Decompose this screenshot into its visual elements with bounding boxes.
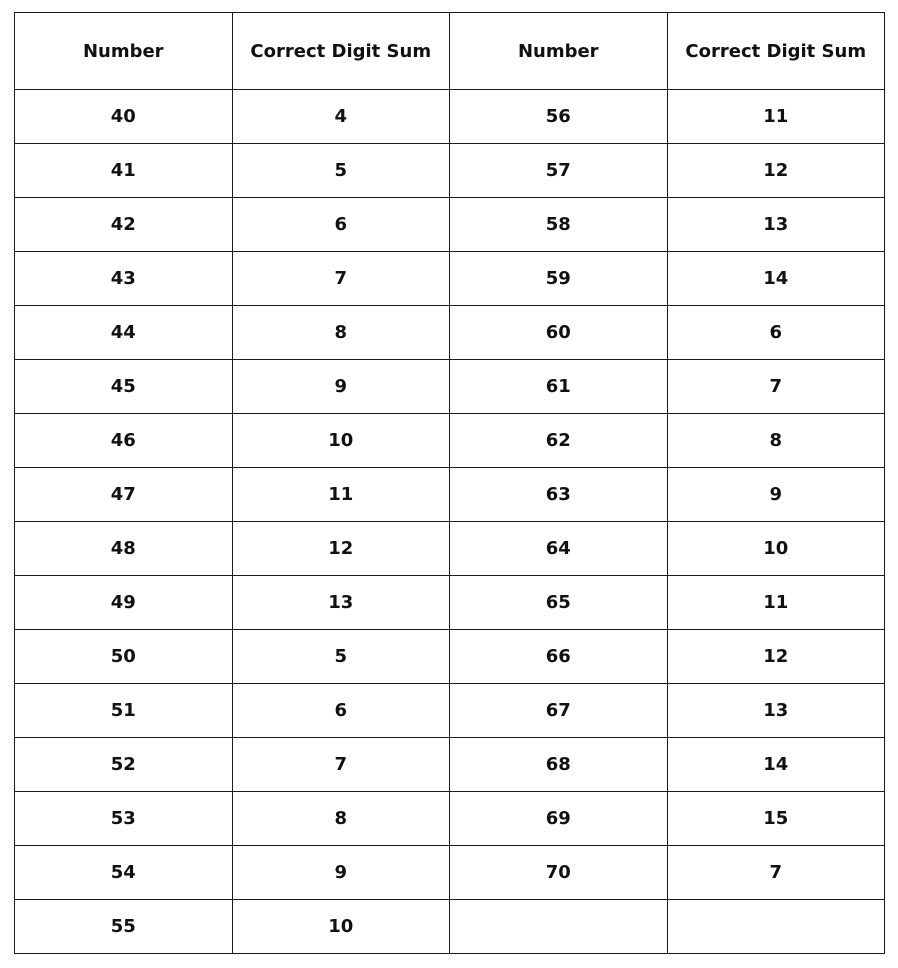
cell-number-right: 69 bbox=[450, 792, 668, 846]
cell-number-left: 51 bbox=[15, 684, 233, 738]
cell-digit-sum-right: 12 bbox=[667, 630, 885, 684]
cell-number-left: 48 bbox=[15, 522, 233, 576]
cell-number-right: 56 bbox=[450, 90, 668, 144]
table-row bbox=[15, 414, 885, 468]
cell-number-left: 45 bbox=[15, 360, 233, 414]
table-row bbox=[15, 576, 885, 630]
cell-digit-sum-right: 11 bbox=[667, 90, 885, 144]
table-row bbox=[15, 360, 885, 414]
cell-number-right: 68 bbox=[450, 738, 668, 792]
cell-number-left: 43 bbox=[15, 252, 233, 306]
cell-number-right: 70 bbox=[450, 846, 668, 900]
header-number-right: Number bbox=[450, 13, 668, 90]
cell-digit-sum-left: 6 bbox=[232, 684, 450, 738]
cell-number-right: 64 bbox=[450, 522, 668, 576]
cell-digit-sum-right: 7 bbox=[667, 846, 885, 900]
table-row bbox=[15, 90, 885, 144]
cell-digit-sum-left: 7 bbox=[232, 738, 450, 792]
cell-number-left: 52 bbox=[15, 738, 233, 792]
cell-digit-sum-left: 10 bbox=[232, 414, 450, 468]
header-number-left: Number bbox=[15, 13, 233, 90]
cell-number-left: 50 bbox=[15, 630, 233, 684]
table-header-row bbox=[15, 13, 885, 90]
cell-digit-sum-right: 9 bbox=[667, 468, 885, 522]
table-row bbox=[15, 846, 885, 900]
table-row bbox=[15, 198, 885, 252]
table-row bbox=[15, 684, 885, 738]
cell-number-left: 55 bbox=[15, 900, 233, 954]
cell-number-left: 44 bbox=[15, 306, 233, 360]
cell-number-right: 59 bbox=[450, 252, 668, 306]
table-row bbox=[15, 306, 885, 360]
cell-number-right: 58 bbox=[450, 198, 668, 252]
cell-digit-sum-left: 11 bbox=[232, 468, 450, 522]
cell-digit-sum-right: 14 bbox=[667, 738, 885, 792]
cell-digit-sum-right: 13 bbox=[667, 198, 885, 252]
table-body bbox=[15, 90, 885, 954]
cell-number-right: 65 bbox=[450, 576, 668, 630]
cell-number-left: 42 bbox=[15, 198, 233, 252]
cell-digit-sum-left: 13 bbox=[232, 576, 450, 630]
cell-digit-sum-left: 6 bbox=[232, 198, 450, 252]
header-digit-sum-left: Correct Digit Sum bbox=[232, 13, 450, 90]
cell-digit-sum-right: 8 bbox=[667, 414, 885, 468]
cell-number-left: 54 bbox=[15, 846, 233, 900]
cell-number-right: 66 bbox=[450, 630, 668, 684]
cell-digit-sum-left: 8 bbox=[232, 306, 450, 360]
cell-digit-sum-left: 8 bbox=[232, 792, 450, 846]
cell-number-left: 41 bbox=[15, 144, 233, 198]
cell-digit-sum-left: 5 bbox=[232, 144, 450, 198]
cell-digit-sum-right: 12 bbox=[667, 144, 885, 198]
table-row bbox=[15, 900, 885, 954]
cell-number-left: 47 bbox=[15, 468, 233, 522]
cell-number-right bbox=[450, 900, 668, 954]
cell-digit-sum-right: 13 bbox=[667, 684, 885, 738]
cell-digit-sum-left: 7 bbox=[232, 252, 450, 306]
cell-digit-sum-left: 9 bbox=[232, 846, 450, 900]
table-row bbox=[15, 738, 885, 792]
table-row bbox=[15, 468, 885, 522]
digit-sum-table bbox=[14, 12, 885, 954]
cell-digit-sum-right: 6 bbox=[667, 306, 885, 360]
cell-number-right: 62 bbox=[450, 414, 668, 468]
cell-digit-sum-left: 10 bbox=[232, 900, 450, 954]
table-row bbox=[15, 522, 885, 576]
cell-digit-sum-right bbox=[667, 900, 885, 954]
cell-digit-sum-right: 10 bbox=[667, 522, 885, 576]
table-row bbox=[15, 252, 885, 306]
table-row bbox=[15, 630, 885, 684]
cell-digit-sum-right: 14 bbox=[667, 252, 885, 306]
cell-number-left: 53 bbox=[15, 792, 233, 846]
cell-number-right: 63 bbox=[450, 468, 668, 522]
cell-number-right: 61 bbox=[450, 360, 668, 414]
cell-digit-sum-left: 12 bbox=[232, 522, 450, 576]
table-row bbox=[15, 144, 885, 198]
header-digit-sum-right: Correct Digit Sum bbox=[667, 13, 885, 90]
cell-number-right: 60 bbox=[450, 306, 668, 360]
cell-digit-sum-right: 15 bbox=[667, 792, 885, 846]
cell-number-left: 46 bbox=[15, 414, 233, 468]
cell-number-right: 67 bbox=[450, 684, 668, 738]
cell-number-right: 57 bbox=[450, 144, 668, 198]
cell-digit-sum-left: 4 bbox=[232, 90, 450, 144]
cell-number-left: 40 bbox=[15, 90, 233, 144]
cell-number-left: 49 bbox=[15, 576, 233, 630]
table-row bbox=[15, 792, 885, 846]
cell-digit-sum-right: 7 bbox=[667, 360, 885, 414]
cell-digit-sum-left: 9 bbox=[232, 360, 450, 414]
cell-digit-sum-left: 5 bbox=[232, 630, 450, 684]
cell-digit-sum-right: 11 bbox=[667, 576, 885, 630]
